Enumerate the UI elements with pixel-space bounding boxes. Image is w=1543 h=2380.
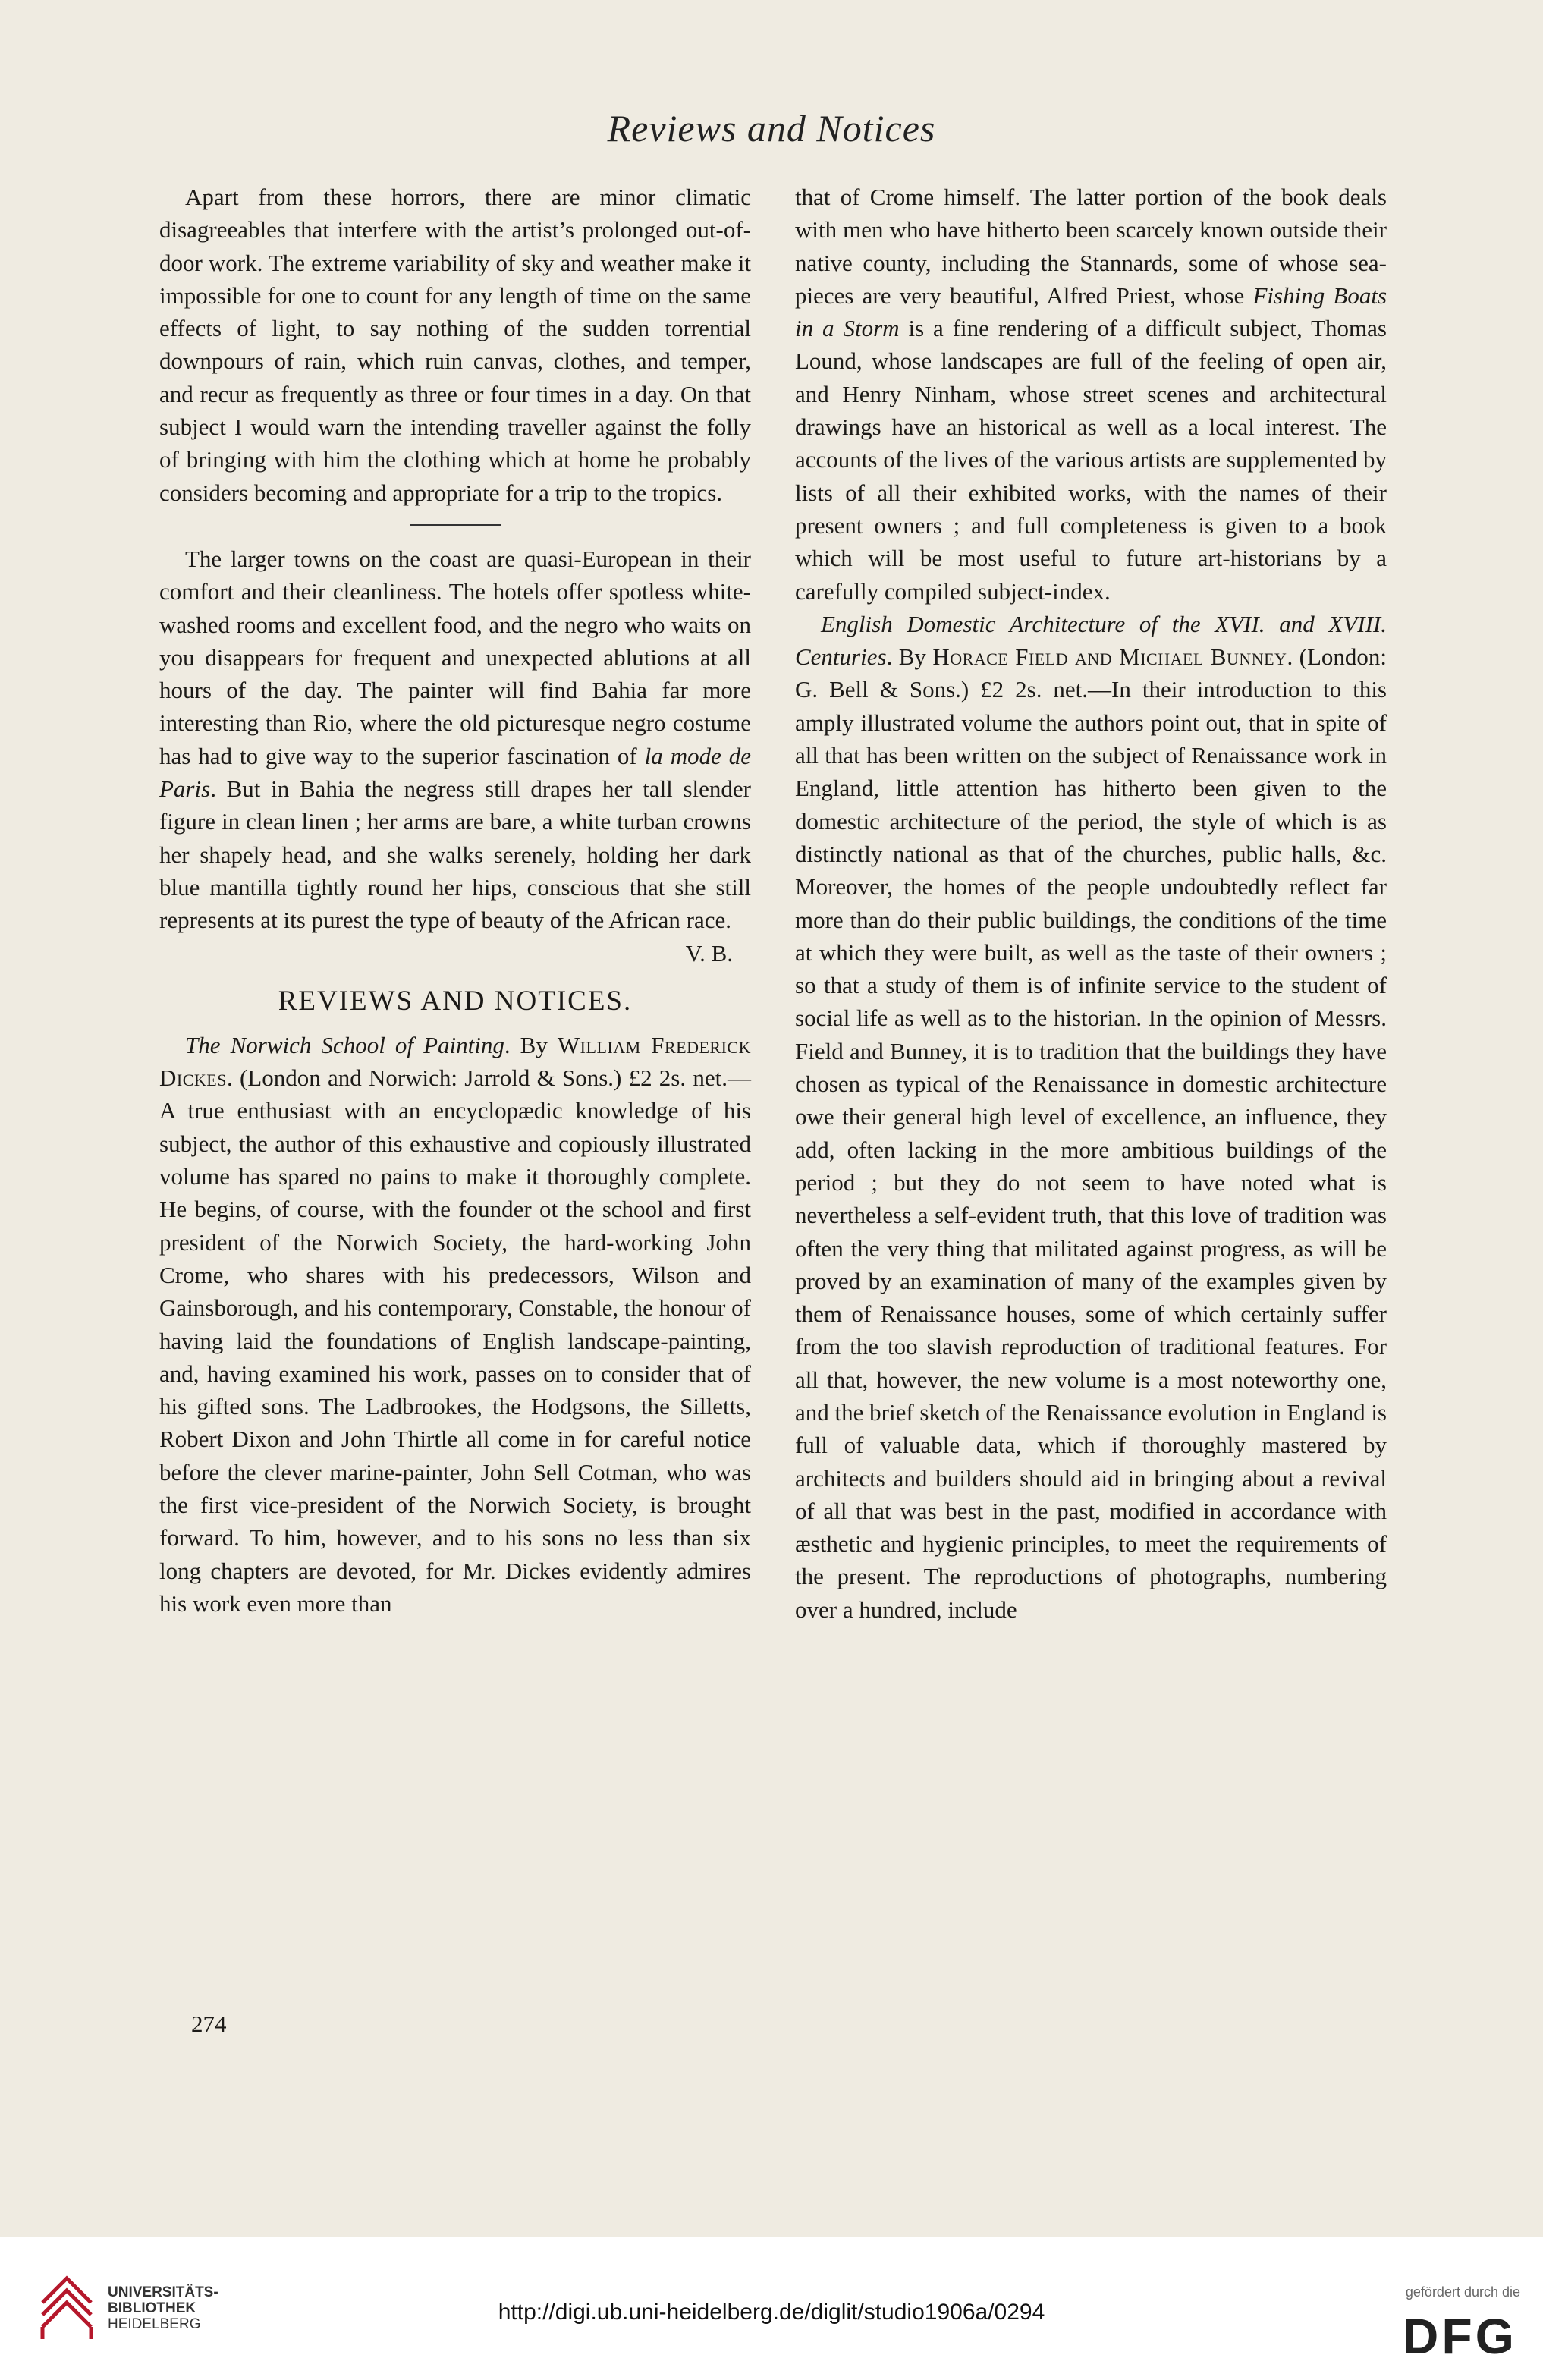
permalink-url[interactable]: http://digi.ub.uni-heidelberg.de/diglit/studio1906a/0294 xyxy=(498,2300,1045,2325)
page-number: 274 xyxy=(191,2011,227,2037)
dfg-logo: DFG xyxy=(1402,2308,1517,2364)
funded-by-label: gefördert durch die xyxy=(1405,2284,1520,2300)
running-head: Reviews and Notices xyxy=(607,107,936,149)
right-column xyxy=(795,181,1387,1626)
review-author: William Frederick Dickes xyxy=(159,1031,751,1092)
author-signature: V. B. xyxy=(685,939,733,967)
review-norwich-school: The Norwich School of Painting. By William Frederick Dickes. (London and Norwich: Jarrold & Sons.) £2 2s. net.—A true enthusiast with an encyclopædic knowledge of his subject, the author of this exhaustive and copiously illustrated volume has spared no pains to make it thoroughly complete. He begins, of course, with the founder ot the school and first president of the Norwich Society, the hard-working John Crome, who shares with his predecessors, Wilson and Gainsborough, and his contemporary, Constable, the honour of having laid the foundations of English landscape-painting, and, having examined his work, passes on to consider that of his gifted sons. The Ladbrookes, the Hodgsons, the Silletts, Robert Dixon and John Thirtle all come in for careful notice before the clever marine-painter, John Sell Cotman, who was the first vice-president of the Norwich Society, is brought forward. To him, however, and to his sons no less than six long chapters are devoted, for Mr. Dickes evidently admires his work even more than xyxy=(159,1031,751,1617)
review-norwich-continued: that of Crome himself. The latter portion of the book deals with men who have hitherto been scarcely known outside their native county, including the Stannards, some of whose sea-pieces are very beautiful, Alfred Priest, whose Fishing Boats in a Storm is a fine rendering of a difficult subject, Thomas Lound, whose landscapes are full of the feeling of open air, and Henry Ninham, whose street scenes and architectural drawings have an historical as well as a local interest. The accounts of the lives of the various artists are supplemented by lists of all their exhibited works, with the names of their present owners ; and full completeness is given to a book which will be most useful to future art-historians by a carefully compiled subject-index. xyxy=(795,184,1387,605)
section-heading: REVIEWS AND NOTICES. xyxy=(278,985,633,1017)
footer-bar xyxy=(0,2237,1543,2380)
section-divider xyxy=(410,524,501,526)
left-column xyxy=(159,181,751,1620)
paragraph-towns: The larger towns on the coast are quasi-European in their comfort and their cleanliness. The hotels offer spotless white-washed rooms and excellent food, and the negro who waits on you disappears for frequent and unexpected ablutions at all hours of the day. The painter will find Bahia far more interesting than Rio, where the old picturesque negro costume has had to give way to the superior fascination of la mode de Paris. But in Bahia the negress still drapes her tall slender figure in clean linen ; her arms are bare, a white turban crowns her shapely head, and she walks serenely, holding her dark blue mantilla tightly round her hips, conscious that she still represents at its purest the type of beauty of the African race. xyxy=(159,545,752,934)
library-name: UNIVERSITÄTS- BIBLIOTHEK HEIDELBERG xyxy=(108,2284,218,2332)
review-title: The Norwich School of Painting xyxy=(185,1031,504,1058)
review-author: Horace Field and Michael Bunney xyxy=(932,643,1287,671)
emphasis-la-mode: la mode de Paris xyxy=(159,742,752,803)
review-title: English Domestic Architecture of the XVII. and XVIII. Centuries xyxy=(795,610,1387,671)
paragraph-climate: Apart from these horrors, there are minor climatic disagreeables that interfere with the artist’s prolonged out-of-door work. The extreme variability of sky and weather make it impossible for one to count for any length of time on the same effects of light, to say nothing of the sudden torrential downpours of rain, which ruin canvas, clothes, and temper, and recur as frequently as three or four times in a day. On that subject I would warn the intending traveller against the folly of bringing with him the clothing which at home he probably considers becoming and appropriate for a trip to the tropics. xyxy=(159,184,751,506)
emphasis-fishing-boats: Fishing Boats in a Storm xyxy=(795,281,1387,342)
review-domestic-architecture: English Domestic Architecture of the XVII. and XVIII. Centuries. By Horace Field and Michael Bunney. (London: G. Bell & Sons.) £2 2s. net.—In their introduction to this amply illustrated volume the authors point out, that in spite of all that has been written on the subject of Renaissance work in England, little attention has hitherto been given to the domestic architecture of the period, the style of which is as distinctly national as that of the churches, public halls, &c. Moreover, the homes of the people undoubtedly reflect far more than do their public buildings, the conditions of the time at which they were built, as well as the taste of their owners ; so that a study of them is of infinite service to the student of social life as well as to the historian. In the opinion of Messrs. Field and Bunney, it is to tradition that the buildings they have chosen as typical of the Renaissance in domestic architecture owe their general high level of excellence, an influence, they add, often lacking in the more ambitious buildings of the period ; but they do not seem to have noted what is nevertheless a self-evident truth, that this love of tradition was often the very thing that militated against progress, as will be proved by an examination of many of the examples given by them of Renaissance houses, some of which certainly suffer from the too slavish reproduction of traditional features. For all that, however, the new volume is a most noteworthy one, and the brief sketch of the Renaissance evolution in England is full of valuable data, which if thoroughly mastered by architects and builders should aid in bringing about a revival of all that was best in the past, modified in accordance with æsthetic and hygienic principles, to meet the requirements of the present. The reproductions of photographs, numbering over a hundred, include xyxy=(795,610,1387,1623)
